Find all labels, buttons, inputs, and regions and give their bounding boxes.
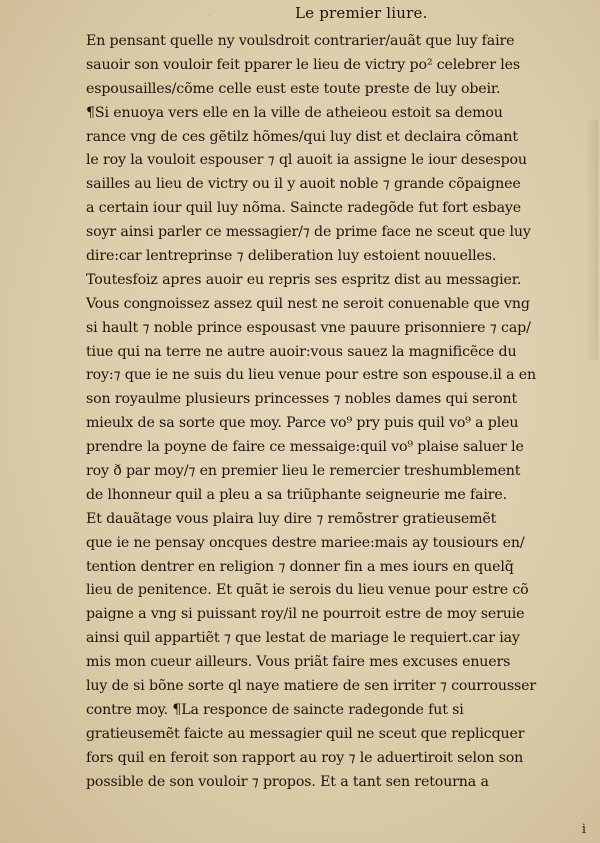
text-line: roy:⁊ que ie ne suis du lieu venue pour estre son espouse.il a en <box>86 367 537 384</box>
text-line: tention dentrer en religion ⁊ donner fin a mes iours en quelq̃ <box>86 558 514 575</box>
text-line: sailles au lieu de victry ou il y auoit noble ⁊ grande cõpaignee <box>86 176 521 193</box>
text-line: paigne a vng si puissant roy/il ne pourroit estre de moy seruie <box>86 606 525 623</box>
text-line: ainsi quil appartiẽt ⁊ que lestat de mariage le requiert.car iay <box>86 630 520 647</box>
text-line: lieu de penitence. Et quãt ie serois du lieu venue pour estre cõ <box>86 582 529 599</box>
text-line: Et dauãtage vous plaira luy dire ⁊ remõstrer gratieusemẽt <box>86 510 497 527</box>
text-line: roy ð par moy/⁊ en premier lieu le remercier treshumblement <box>86 463 521 480</box>
text-line: de lhonneur quil a pleu a sa triũphante seigneurie me faire. <box>86 486 508 503</box>
text-line: luy de si bõne sorte ql naye matiere de sen irriter ⁊ courrousser <box>86 678 537 695</box>
signature-mark: i <box>581 822 586 837</box>
running-head: Le premier liure. <box>295 4 428 22</box>
text-line: prendre la poyne de faire ce messaige:quil vo⁹ plaise saluer le <box>86 439 524 456</box>
text-line: tiue qui na terre ne autre auoir:vous sauez la magnificẽce du <box>86 343 517 360</box>
text-line: que ie ne pensay oncques destre mariee:mais ay tousiours en/ <box>86 534 525 551</box>
text-line: possible de son vouloir ⁊ propos. Et a tant sen retourna a <box>86 773 489 790</box>
text-line: soyr ainsi parler ce messagier/⁊ de prime face ne sceut que luy <box>86 224 531 241</box>
text-line: espousailles/cõme celle eust este toute preste de luy obeir. <box>86 80 501 97</box>
text-line: si hault ⁊ noble prince espousast vne pauure prisonniere ⁊ cap/ <box>86 319 531 336</box>
text-line: sauoir son vouloir feit pparer le lieu de victry po² celebrer les <box>86 56 520 73</box>
text-line: Vous congnoissez assez quil nest ne seroit conuenable que vng <box>86 295 530 312</box>
text-line: rance vng de ces gẽtilz hõmes/qui luy dist et declaira cõmant <box>86 128 518 145</box>
text-line: contre moy. ¶La responce de saincte radegonde fut si <box>86 701 464 718</box>
text-block <box>86 30 591 795</box>
text-line: gratieusemẽt faicte au messagier quil ne sceut que replicquer <box>86 725 525 742</box>
text-line: a certain iour quil luy nõma. Saincte radegõde fut fort esbaye <box>86 200 522 217</box>
text-line: le roy la vouloit espouser ⁊ ql auoit ia assigne le iour desespou <box>86 152 527 169</box>
text-line: ¶Si enuoya vers elle en la ville de atheieou estoit sa demou <box>86 104 503 121</box>
text-line: En pensant quelle ny voulsdroit contrarier/auãt que luy faire <box>86 33 515 49</box>
text-line: mis mon cueur ailleurs. Vous priãt faire mes excuses enuers <box>86 654 511 671</box>
text-line: dire:car lentreprinse ⁊ deliberation luy estoient nouuelles. <box>86 248 497 265</box>
text-line: son royaulme plusieurs princesses ⁊ nobles dames qui seront <box>86 391 518 408</box>
text-line: fors quil en feroit son rapport au roy ⁊ le aduertiroit selon son <box>86 749 524 766</box>
text-line: mieulx de sa sorte que moy. Parce vo⁹ pry puis quil vo⁹ a pleu <box>86 415 519 432</box>
text-line: Toutesfoiz apres auoir eu repris ses espritz dist au messagier. <box>86 271 522 288</box>
show-through-text: . <box>207 4 212 20</box>
